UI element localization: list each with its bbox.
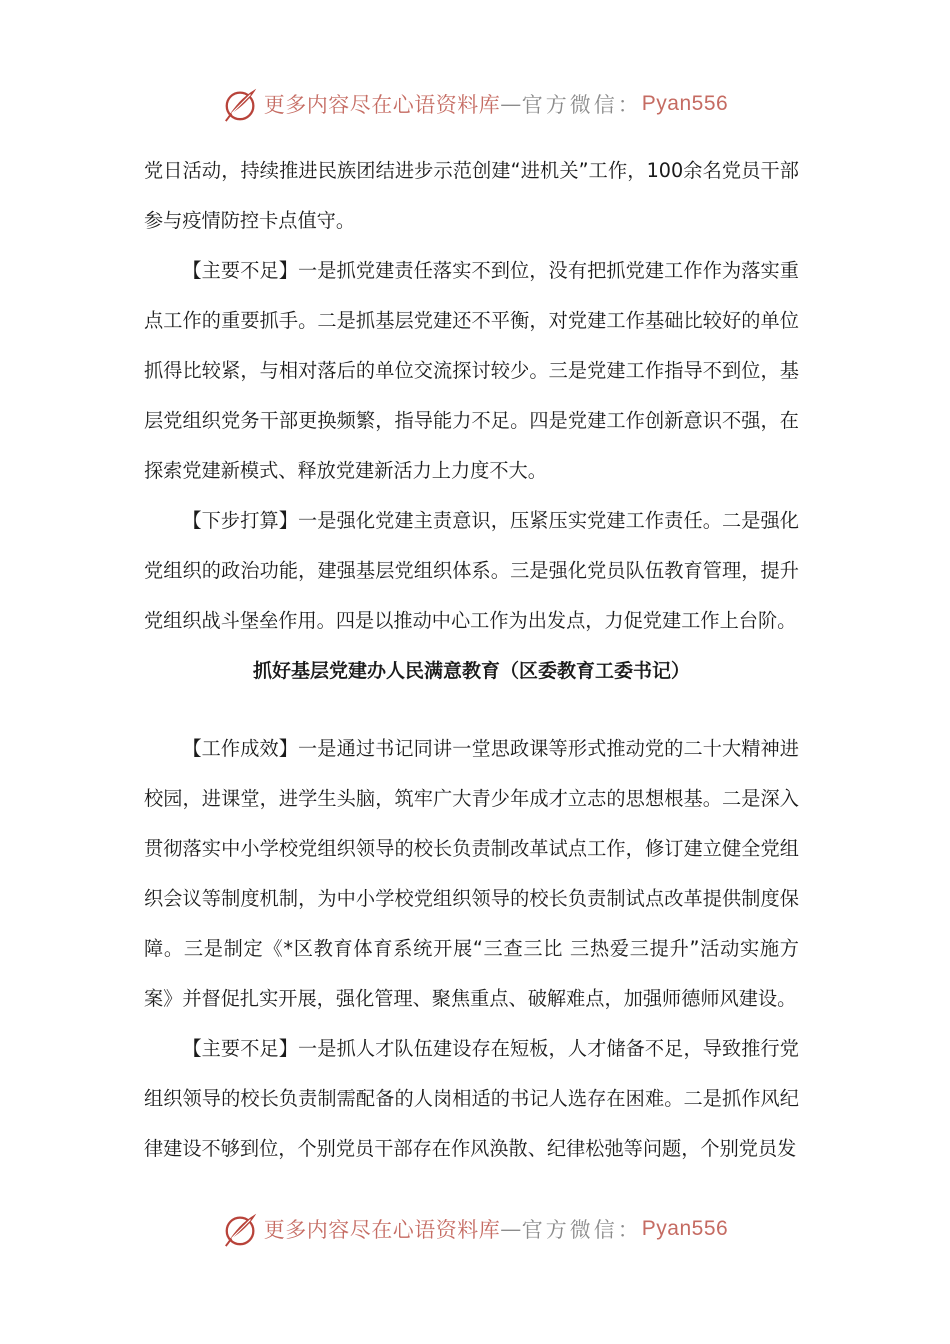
footer-watermark-banner (0, 1207, 950, 1251)
paragraph-achievements: 【工作成效】一是通过书记同讲一堂思政课等形式推动党的二十大精神进校园，进课堂，进学生头脑，筑牢广大青少年成才立志的思想根基。二是深入贯彻落实中小学校党组织领导的校长负责制改革试点工作，修订建立健全党组织会议等制度机制，为中小学校党组织领导的校长负责制试点改革提供制度保障。三是制定《*区教育体育系统开展“三查三比 三热爱三提升”活动实施方案》并督促扎实开展，强化管理、聚焦重点、破解难点，加强师德师风建设。 (144, 737, 799, 1010)
wechat-id: Pyan556 (641, 92, 729, 115)
banner-separator: — (500, 92, 522, 116)
document-body (144, 146, 799, 1174)
paragraph-next-steps: 【下步打算】一是强化党建主责意识，压紧压实党建工作责任。二是强化党组织的政治功能，建强基层党组织体系。三是强化党员队伍教育管理，提升党组织战斗堡垒作用。四是以推动中心工作为出发点，力促党建工作上台阶。 (144, 509, 799, 632)
banner-separator: — (500, 1217, 522, 1241)
quill-pen-logo-icon (222, 85, 260, 123)
quill-pen-logo-icon (222, 1210, 260, 1248)
paragraph-shortcomings-2: 【主要不足】一是抓人才队伍建设存在短板，人才储备不足，导致推行党组织领导的校长负责制需配备的人岗相适的书记人选存在困难。二是抓作风纪律建设不够到位，个别党员干部存在作风涣散、纪律松弛等问题，个别党员发 (144, 1037, 799, 1160)
wechat-label: 官方微信： (521, 1218, 642, 1242)
wechat-id: Pyan556 (641, 1217, 729, 1240)
library-text: 更多内容尽在心语资料库 (263, 93, 501, 117)
section-heading: 抓好基层党建办人民满意教育（区委教育工委书记） (252, 660, 690, 682)
paragraph-shortcomings: 【主要不足】一是抓党建责任落实不到位，没有把抓党建工作作为落实重点工作的重要抓手。二是抓基层党建还不平衡，对党建工作基础比较好的单位抓得比较紧，与相对落后的单位交流探讨较少。三是党建工作指导不到位，基层党组织党务干部更换频繁，指导能力不足。四是党建工作创新意识不强，在探索党建新模式、释放党建新活力上力度不大。 (144, 259, 799, 482)
library-text: 更多内容尽在心语资料库 (263, 1218, 501, 1242)
header-watermark-banner (0, 82, 950, 126)
wechat-label: 官方微信： (521, 93, 642, 117)
paragraph-continued: 党日活动，持续推进民族团结进步示范创建“进机关”工作，100余名党员干部参与疫情防控卡点值守。 (144, 159, 799, 232)
